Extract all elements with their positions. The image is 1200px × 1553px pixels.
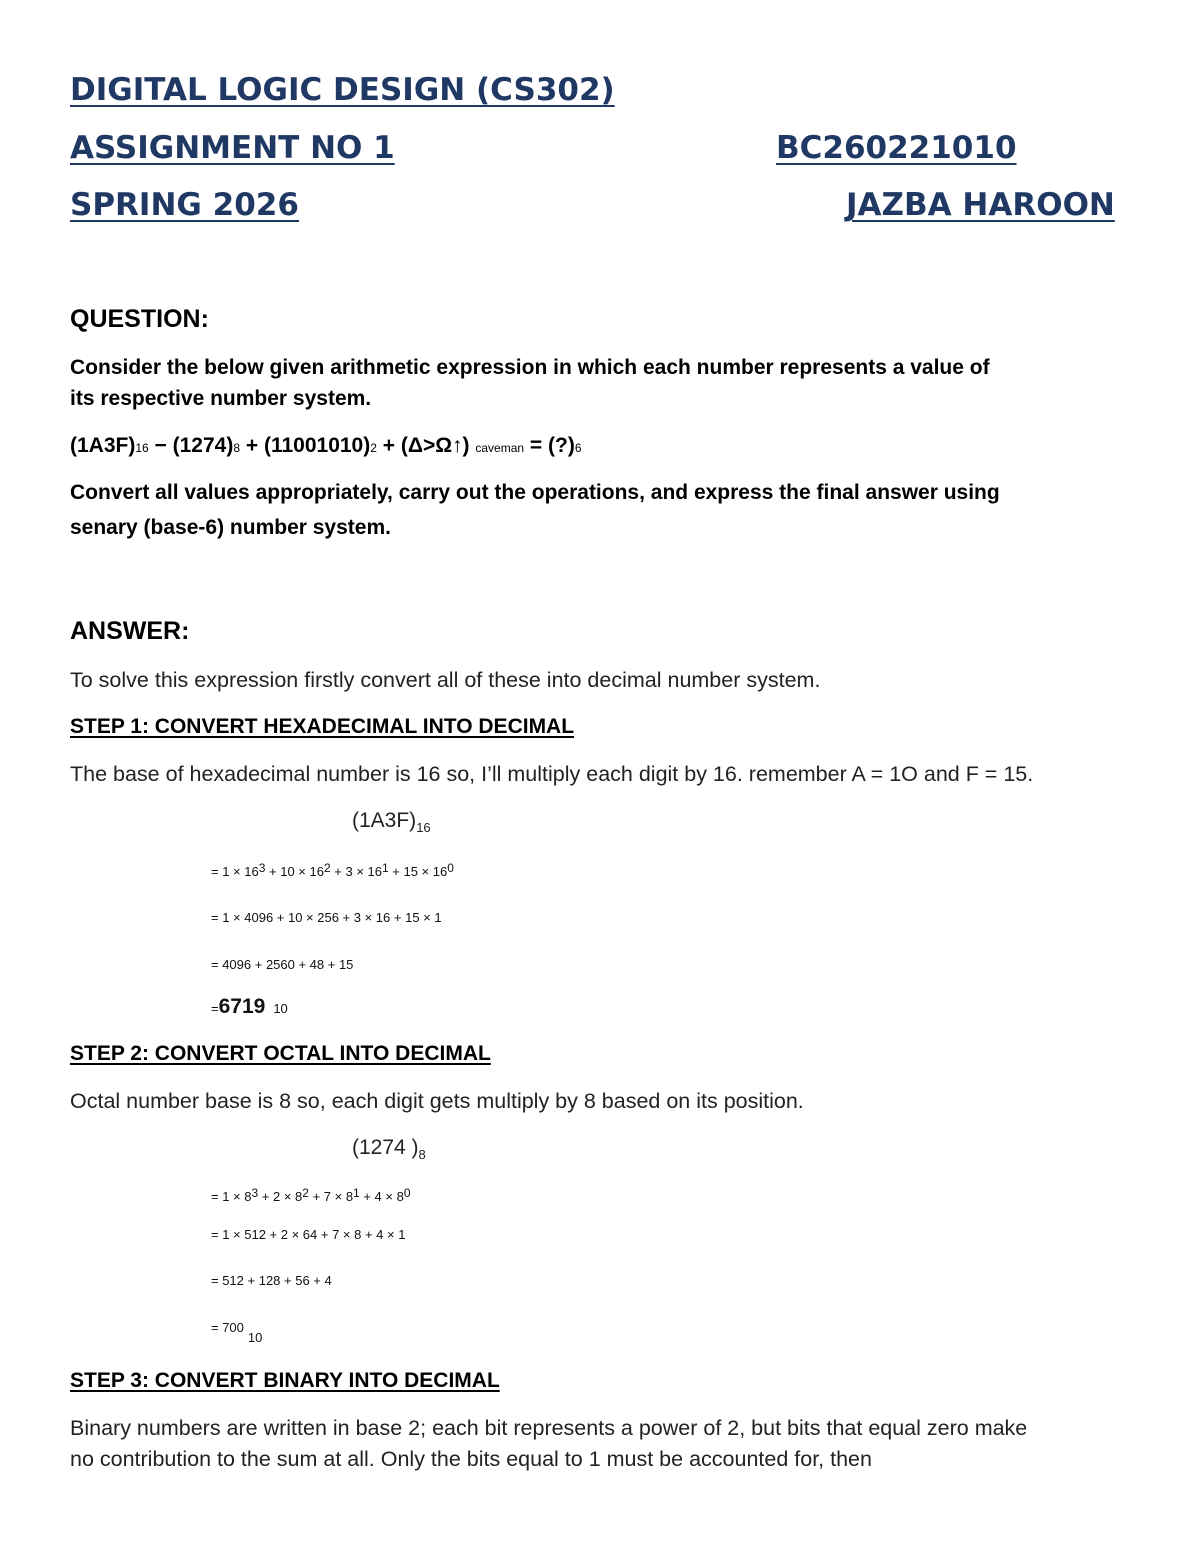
step1-powers: = 1 × 4096 + 10 × 256 + 3 × 16 + 15 × 1 bbox=[211, 910, 442, 925]
question-heading: QUESTION: bbox=[70, 305, 209, 333]
answer-heading: ANSWER: bbox=[70, 617, 190, 645]
student-id: BC260221010 bbox=[776, 130, 1017, 166]
step3-text-line2: no contribution to the sum at all. Only the bits equal to 1 must be accounted for, then bbox=[70, 1447, 872, 1471]
step2-value: (1274 )$_8$ bbox=[352, 1136, 426, 1162]
step3-text-line1: Binary numbers are written in base 2; each bit represents a power of 2, but bits that equal zero make bbox=[70, 1416, 1028, 1440]
step3-title: STEP 3: CONVERT BINARY INTO DECIMAL bbox=[70, 1369, 500, 1392]
step1-sum: = 4096 + 2560 + 48 + 15 bbox=[211, 957, 354, 972]
step2-text: Octal number base is 8 so, each digit gets multiply by 8 based on its position. bbox=[70, 1089, 804, 1113]
instruction-line2: senary (base-6) number system. bbox=[70, 516, 391, 539]
step1-value: $(1A3F)_{16}$ bbox=[352, 809, 431, 835]
course-title: DIGITAL LOGIC DESIGN (CS302) bbox=[70, 72, 615, 108]
instruction-line1: Convert all values appropriately, carry out the operations, and express the final answer using bbox=[70, 481, 1000, 504]
question-intro-line2: its respective number system. bbox=[70, 387, 372, 410]
step2-title: STEP 2: CONVERT OCTAL INTO DECIMAL bbox=[70, 1042, 491, 1065]
assignment-number: ASSIGNMENT NO 1 bbox=[70, 130, 395, 166]
step1-result: =6719 10 bbox=[211, 995, 288, 1018]
step1-expansion: = $1 \times 16^3 + 10 \times 16^2 + 3 \times 16^1 + 15 \times 16^0$ bbox=[211, 861, 454, 879]
step2-result: = 70010 bbox=[211, 1320, 263, 1345]
question-intro-line1: Consider the below given arithmetic expression in which each number represents a value of bbox=[70, 356, 990, 379]
semester: SPRING 2026 bbox=[70, 187, 299, 223]
step1-text: The base of hexadecimal number is 16 so, I’ll multiply each digit by 16. remember A = 1O and F = 15. bbox=[70, 762, 1034, 786]
step2-sum: = 512 + 128 + 56 + 4 bbox=[211, 1273, 332, 1288]
step1-title: STEP 1: CONVERT HEXADECIMAL INTO DECIMAL bbox=[70, 715, 575, 738]
student-name: JAZBA HAROON bbox=[846, 187, 1115, 223]
arithmetic-expression: (1A3F)16 − (1274)8 + (11001010)2 + (Δ>Ω↑) caveman = (?)6 bbox=[70, 434, 582, 457]
answer-intro: To solve this expression firstly convert all of these into decimal number system. bbox=[70, 668, 821, 692]
step2-powers: = 1 × 512 + 2 × 64 + 7 × 8 + 4 × 1 bbox=[211, 1227, 406, 1242]
step2-expansion: = $1 \times 8^3 + 2 \times 8^2 + 7 \times 8^1 + 4 \times 8^0$ bbox=[211, 1186, 411, 1204]
